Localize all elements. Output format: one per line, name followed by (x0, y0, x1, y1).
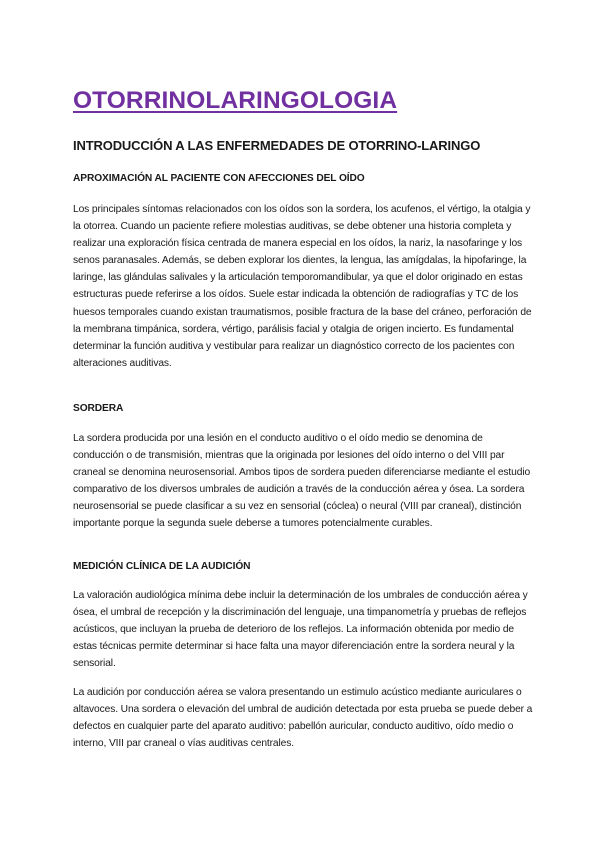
paragraph-medicion-1: La valoración audiológica mínima debe incluir la determinación de los umbrales de conducción aérea y ósea, el umbral de recepción y la discriminación del lenguaje, una timpanometría y pruebas de reflejos acústicos, que incluyan la prueba de deterioro de los reflejos. La información obtenida por medio de estas técnicas permite determinar si hace falta una mayor diferenciación entre la sordera neural y la sensorial. (73, 590, 528, 670)
section-heading-aproximacion: APROXIMACIÓN AL PACIENTE CON AFECCIONES DEL OÍDO (73, 173, 365, 184)
section-heading-sordera: SORDERA (73, 403, 124, 414)
paragraph-sordera: La sordera producida por una lesión en el conducto auditivo o el oído medio se denomina de conducción o de transmisión, mientras que la originada por lesiones del oído interno o del VIII par craneal se denomina neurosensorial. Ambos tipos de sordera pueden diferenciarse mediante el estudio comparativo de los diversos umbrales de audición a través de la conducción aérea y ósea. La sordera neurosensorial se puede clasificar a su vez en sensorial (cóclea) o neural (VIII par craneal), distinción importante porque la segunda suele deberse a tumores potencialmente curables. (73, 433, 531, 530)
document-page (73, 84, 533, 750)
paragraph-medicion-2: La audición por conducción aérea se valora presentando un estimulo acústico mediante auriculares o altavoces. Una sordera o elevación del umbral de audición detectada por esta prueba se puede deber a defectos en cualquier parte del aparato auditivo: pabellón auricular, conducto auditivo, oído medio o interno, VIII par craneal o vías auditivas centrales. (73, 687, 533, 750)
paragraph-aproximacion: Los principales síntomas relacionados con los oídos son la sordera, los acufenos, el vértigo, la otalgia y la otorrea. Cuando un paciente refiere molestias auditivas, se debe obtener una historia completa y realizar una exploración física centrada de manera especial en los oídos, la nariz, la nasofaringe y los senos paranasales. Además, se deben explorar los dientes, la lengua, las amígdalas, la hipofaringe, la laringe, las glándulas salivales y la articulación temporomandibular, ya que el dolor originado en estas estructuras puede referirse a los oídos. Suele estar indicada la obtención de radiografías y TC de los huesos temporales cuando existan traumatismos, posible fractura de la base del cráneo, perforación de la membrana timpánica, sordera, vértigo, parálisis facial y otalgia de origen incierto. Es fundamental determinar la función auditiva y vestibular para realizar un diagnóstico correcto de los pacientes con alteraciones auditivas. (73, 204, 532, 369)
section-heading-medicion: MEDICIÓN CLÍNICA DE LA AUDICIÓN (73, 561, 251, 572)
document-title: OTORRINOLARINGOLOGIA (73, 87, 398, 114)
document-subtitle: INTRODUCCIÓN A LAS ENFERMEDADES DE OTORRINO-LARINGO (73, 138, 481, 153)
